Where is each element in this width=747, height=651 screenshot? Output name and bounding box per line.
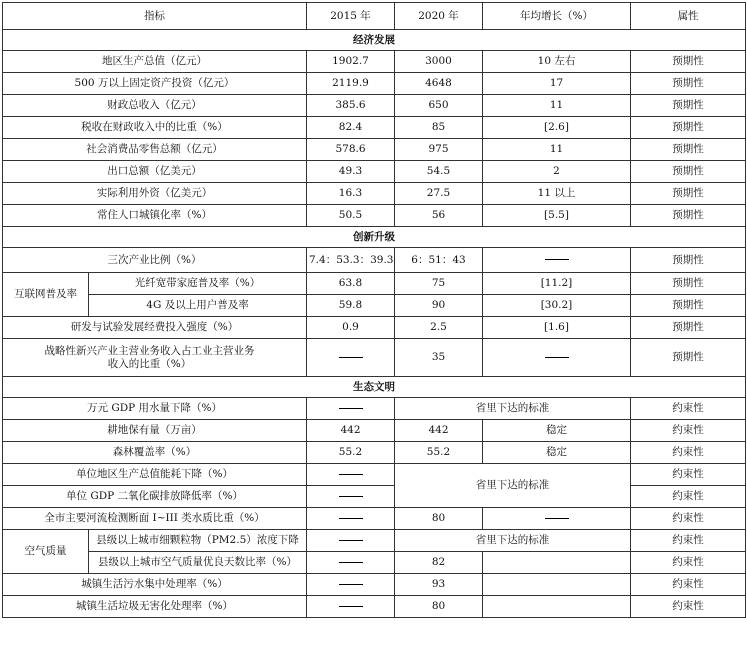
value-growth: 11 以上 <box>483 183 631 205</box>
value-growth: 11 <box>483 95 631 117</box>
value-growth <box>483 596 631 618</box>
header-attr: 属性 <box>631 3 746 30</box>
value-2015: 55.2 <box>307 442 395 464</box>
value-growth <box>483 248 631 273</box>
indicator-name: 三次产业比例（%） <box>3 248 307 273</box>
value-attr: 预期性 <box>631 205 746 227</box>
value-2015 <box>307 574 395 596</box>
value-2020: 75 <box>395 273 483 295</box>
value-attr: 预期性 <box>631 95 746 117</box>
value-2020: 650 <box>395 95 483 117</box>
dash-icon <box>339 518 363 519</box>
value-attr: 预期性 <box>631 73 746 95</box>
value-note: 省里下达的标准 <box>395 530 631 552</box>
dash-icon <box>545 259 569 260</box>
header-2015: 2015 年 <box>307 3 395 30</box>
table-row <box>3 596 746 618</box>
value-2015: 59.8 <box>307 295 395 317</box>
indicator-name: 出口总额（亿美元） <box>3 161 307 183</box>
value-growth <box>483 574 631 596</box>
indicator-name: 研发与试验发展经费投入强度（%） <box>3 317 307 339</box>
indicator-name: 4G 及以上用户普及率 <box>89 295 307 317</box>
value-note: 省里下达的标准 <box>395 464 631 508</box>
indicator-name: 税收在财政收入中的比重（%） <box>3 117 307 139</box>
value-attr: 预期性 <box>631 139 746 161</box>
table-row <box>3 183 746 205</box>
value-growth: 10 左右 <box>483 51 631 73</box>
value-2015: 0.9 <box>307 317 395 339</box>
value-2020: 2.5 <box>395 317 483 339</box>
value-2020: 6：51：43 <box>395 248 483 273</box>
header-growth: 年均增长（%） <box>483 3 631 30</box>
value-2015: 385.6 <box>307 95 395 117</box>
value-2020: 80 <box>395 596 483 618</box>
value-attr: 预期性 <box>631 51 746 73</box>
value-attr: 预期性 <box>631 161 746 183</box>
value-2015 <box>307 398 395 420</box>
value-2015: 442 <box>307 420 395 442</box>
header-indicator: 指标 <box>3 3 307 30</box>
section-row <box>3 227 746 248</box>
indicator-name: 万元 GDP 用水量下降（%） <box>3 398 307 420</box>
value-2015: 63.8 <box>307 273 395 295</box>
value-2020: 27.5 <box>395 183 483 205</box>
dash-icon <box>339 474 363 475</box>
value-growth: [1.6] <box>483 317 631 339</box>
value-2020: 90 <box>395 295 483 317</box>
value-2015 <box>307 486 395 508</box>
value-2015: 49.3 <box>307 161 395 183</box>
value-2015: 7.4：53.3：39.3 <box>307 248 395 273</box>
indicator-name: 全市主要河流检测断面 I~III 类水质比重（%） <box>3 508 307 530</box>
table-row <box>3 295 746 317</box>
value-growth: 2 <box>483 161 631 183</box>
table-row <box>3 139 746 161</box>
value-attr: 预期性 <box>631 183 746 205</box>
value-2015 <box>307 552 395 574</box>
value-growth <box>483 339 631 377</box>
indicator-name: 500 万以上固定资产投资（亿元） <box>3 73 307 95</box>
value-growth <box>483 552 631 574</box>
value-2020: 56 <box>395 205 483 227</box>
value-2020: 4648 <box>395 73 483 95</box>
table-row <box>3 552 746 574</box>
value-attr: 约束性 <box>631 398 746 420</box>
value-growth: 17 <box>483 73 631 95</box>
value-attr: 预期性 <box>631 339 746 377</box>
table-row <box>3 117 746 139</box>
value-2015: 82.4 <box>307 117 395 139</box>
dash-icon <box>545 357 569 358</box>
indicator-name: 战略性新兴产业主营业务收入占工业主营业务收入的比重（%） <box>3 339 307 377</box>
indicator-name: 县级以上城市空气质量优良天数比率（%） <box>89 552 307 574</box>
value-attr: 约束性 <box>631 552 746 574</box>
indicator-name: 耕地保有量（万亩） <box>3 420 307 442</box>
value-attr: 约束性 <box>631 420 746 442</box>
value-note: 省里下达的标准 <box>395 398 631 420</box>
section-innovation: 创新升级 <box>3 227 746 248</box>
dash-icon <box>339 408 363 409</box>
value-growth: 11 <box>483 139 631 161</box>
value-2020: 975 <box>395 139 483 161</box>
table-row <box>3 508 746 530</box>
value-attr: 预期性 <box>631 273 746 295</box>
dash-icon <box>339 606 363 607</box>
value-2015: 50.5 <box>307 205 395 227</box>
value-2020: 80 <box>395 508 483 530</box>
value-2015: 16.3 <box>307 183 395 205</box>
table-row <box>3 248 746 273</box>
section-economic: 经济发展 <box>3 30 746 51</box>
table-row <box>3 574 746 596</box>
table-row <box>3 73 746 95</box>
value-attr: 约束性 <box>631 574 746 596</box>
indicator-name: 单位 GDP 二氧化碳排放降低率（%） <box>3 486 307 508</box>
table-row <box>3 273 746 295</box>
value-2020: 93 <box>395 574 483 596</box>
value-2020: 35 <box>395 339 483 377</box>
table-row <box>3 95 746 117</box>
value-2015 <box>307 596 395 618</box>
dash-icon <box>339 540 363 541</box>
value-2015 <box>307 464 395 486</box>
table-row <box>3 51 746 73</box>
indicator-name: 财政总收入（亿元） <box>3 95 307 117</box>
value-growth <box>483 508 631 530</box>
value-2020: 55.2 <box>395 442 483 464</box>
dash-icon <box>339 562 363 563</box>
value-attr: 预期性 <box>631 117 746 139</box>
indicator-name: 常住人口城镇化率（%） <box>3 205 307 227</box>
indicator-name: 社会消费品零售总额（亿元） <box>3 139 307 161</box>
value-attr: 预期性 <box>631 248 746 273</box>
table-row <box>3 530 746 552</box>
group-air: 空气质量 <box>3 530 89 574</box>
value-attr: 预期性 <box>631 295 746 317</box>
value-attr: 约束性 <box>631 530 746 552</box>
dash-icon <box>339 357 363 358</box>
table-row <box>3 442 746 464</box>
indicator-name: 城镇生活污水集中处理率（%） <box>3 574 307 596</box>
value-attr: 约束性 <box>631 486 746 508</box>
table-row <box>3 317 746 339</box>
indicator-name: 地区生产总值（亿元） <box>3 51 307 73</box>
indicator-table <box>2 2 746 618</box>
value-growth: 稳定 <box>483 442 631 464</box>
value-growth: [11.2] <box>483 273 631 295</box>
table-row <box>3 161 746 183</box>
group-internet: 互联网普及率 <box>3 273 89 317</box>
value-2020: 3000 <box>395 51 483 73</box>
section-row <box>3 377 746 398</box>
value-2020: 85 <box>395 117 483 139</box>
value-2015 <box>307 339 395 377</box>
section-ecology: 生态文明 <box>3 377 746 398</box>
table-row <box>3 420 746 442</box>
table-row <box>3 486 746 508</box>
value-attr: 约束性 <box>631 596 746 618</box>
indicator-name: 光纤宽带家庭普及率（%） <box>89 273 307 295</box>
value-2015: 2119.9 <box>307 73 395 95</box>
value-growth: 稳定 <box>483 420 631 442</box>
table-row <box>3 398 746 420</box>
indicator-name: 实际利用外资（亿美元） <box>3 183 307 205</box>
value-growth: [2.6] <box>483 117 631 139</box>
indicator-name: 森林覆盖率（%） <box>3 442 307 464</box>
value-attr: 约束性 <box>631 464 746 486</box>
table-row <box>3 339 746 377</box>
header-2020: 2020 年 <box>395 3 483 30</box>
value-2020: 54.5 <box>395 161 483 183</box>
indicator-name: 单位地区生产总值能耗下降（%） <box>3 464 307 486</box>
value-attr: 约束性 <box>631 508 746 530</box>
dash-icon <box>545 518 569 519</box>
value-2020: 82 <box>395 552 483 574</box>
indicator-name: 城镇生活垃圾无害化处理率（%） <box>3 596 307 618</box>
value-2015: 1902.7 <box>307 51 395 73</box>
dash-icon <box>339 584 363 585</box>
value-2020: 442 <box>395 420 483 442</box>
header-row <box>3 3 746 30</box>
value-attr: 预期性 <box>631 317 746 339</box>
dash-icon <box>339 496 363 497</box>
value-growth: [30.2] <box>483 295 631 317</box>
value-2015 <box>307 530 395 552</box>
indicator-name: 县级以上城市细颗粒物（PM2.5）浓度下降 <box>89 530 307 552</box>
table-row <box>3 205 746 227</box>
value-2015: 578.6 <box>307 139 395 161</box>
value-attr: 约束性 <box>631 442 746 464</box>
table-row <box>3 464 746 486</box>
value-growth: [5.5] <box>483 205 631 227</box>
value-2015 <box>307 508 395 530</box>
section-row <box>3 30 746 51</box>
